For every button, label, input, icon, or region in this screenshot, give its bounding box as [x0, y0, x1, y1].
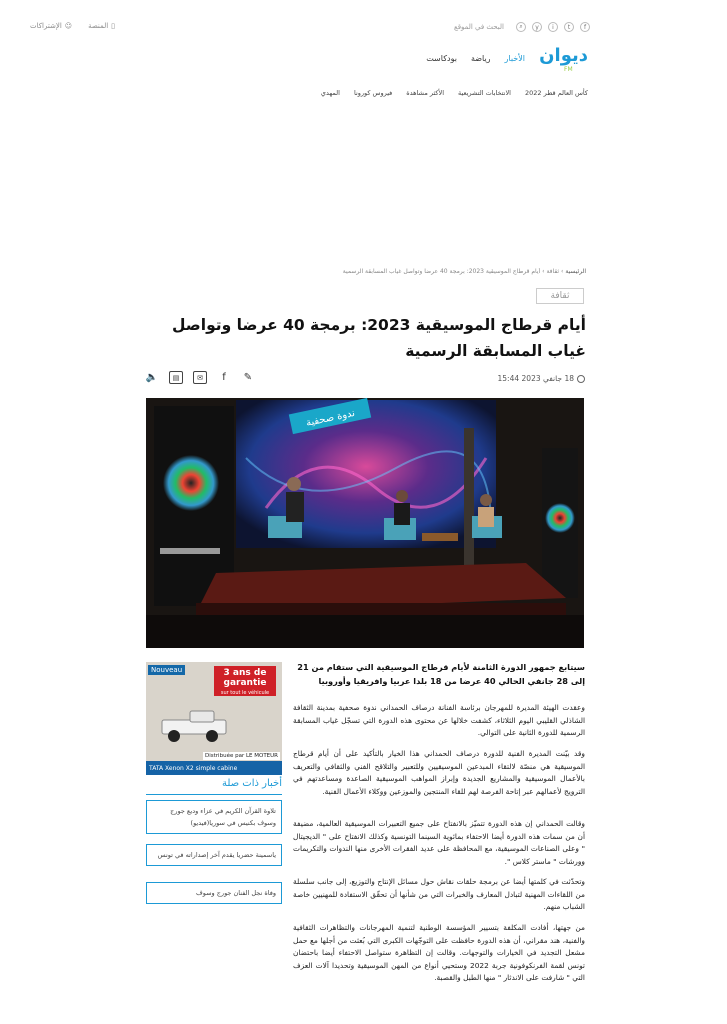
truck-image: [160, 706, 228, 744]
nav-elections[interactable]: الانتخابات التشريعية: [458, 89, 511, 97]
twitter-icon[interactable]: t: [564, 22, 574, 32]
ad-tag: Nouveau: [148, 665, 185, 675]
breadcrumb-separator: ›: [559, 268, 564, 275]
nav-news[interactable]: الأخبار: [504, 54, 525, 63]
facebook-share-icon[interactable]: f: [222, 372, 226, 383]
ad-banner[interactable]: [146, 662, 282, 775]
email-icon[interactable]: ✉: [193, 371, 207, 384]
share-bar: [145, 371, 255, 384]
phone-icon: ▯: [111, 22, 116, 30]
related-item[interactable]: تلاوة القرآن الكريم في عزاء وديع جورج وسوف بكنيس في سوريا(فيديو): [146, 800, 282, 834]
related-title: أخبار ذات صلة: [221, 778, 282, 789]
audio-icon[interactable]: 🔈: [145, 372, 159, 383]
youtube-icon[interactable]: y: [532, 22, 542, 32]
related-divider: [146, 794, 282, 795]
nav-sport[interactable]: رياضة: [470, 54, 491, 63]
category-badge[interactable]: ثقافة: [536, 288, 584, 304]
user-icon: ☺: [64, 22, 73, 30]
twitter-share-icon[interactable]: ✎: [243, 372, 253, 383]
breadcrumb-separator: ›: [540, 268, 545, 275]
facebook-icon[interactable]: f: [580, 22, 590, 32]
logo-wordmark: ديوان: [539, 45, 588, 66]
main-nav: [390, 54, 525, 63]
article-paragraph: وقالت الحمداني إن هذه الدورة تتميّز بالانفتاح على جميع التعبيرات الموسيقية العالمية، مضيفة أن من سمات هذه الدورة أيضا الاحتفاء بمائوية السينما التونسية وكذلك الانفتاح على " الديجيتال " وعلى الصناعات الموسيقية، مع المحافظة على عديد الفقرات الأخرى منها الندوات والتكريمات وورشات " ماستر كلاس ".: [293, 819, 585, 866]
subscriptions-link[interactable]: ☺ الإشتراكات: [30, 22, 73, 30]
related-item[interactable]: ياسمينة حضريا يقدم آخر إصداراته في تونس: [146, 844, 282, 866]
search-input[interactable]: البحث في الموقع: [453, 23, 504, 31]
nav-worldcup[interactable]: كأس العالم قطر 2022: [525, 89, 588, 97]
date-text: 18 جانفي 2023 15:44: [497, 374, 574, 383]
banner-text: ندوة صحفية: [305, 407, 356, 429]
nav-mahdi[interactable]: المهدي: [320, 89, 340, 97]
article-title: أيام قرطاج الموسيقية 2023: برمجة 40 عرضا وتواصل غياب المسابقة الرسمية: [171, 316, 586, 360]
clock-icon: [577, 375, 585, 383]
print-icon[interactable]: ▤: [169, 371, 183, 384]
sub-nav: [320, 89, 588, 97]
breadcrumb-home[interactable]: الرئيسية: [565, 268, 586, 275]
site-logo[interactable]: [532, 46, 588, 76]
hero-image: [146, 398, 584, 648]
social-search: [454, 22, 590, 32]
ad-guarantee: [214, 666, 276, 696]
article-paragraph: وعقدت الهيئة المديرة للمهرجان برئاسة الفنانة درصاف الحمداني ندوة صحفية بمدينة الثقافة الشاذلي القليبي اليوم الثلاثاء، كشفت خلالها عن محتوى هذه الدورة التي تسجّل غياب المسابقة الرسمية للدورة الثانية على التوالي.: [293, 703, 585, 738]
press-conference-photo: [146, 398, 584, 648]
ad-headline: 3 ans de garantie: [223, 668, 267, 688]
ad-distributor: Distribuée par LE MOTEUR: [205, 753, 278, 759]
ad-footer: [146, 761, 282, 775]
article-paragraph: وقد بيّنت المديرة الفنية للدورة درصاف الحمداني هذا الخيار بالتأكيد على أن أيام قرطاج الموسيقية هي منصّة لالتقاء المبدعين الموسيقيين وللتعبير والتلاقح الفني والثقافي والتعريف بالأعمال الموسيقية والمشاريع الجديدة وإبراز المواهب الموسيقية الصاعدة ومساعدتهم في الترويج لأعمالهم عبر إتاحة الفرصة لهم للقاء المنتجين والموزعين ووكلاء الأعمال الفنية.: [293, 749, 585, 796]
ad-model: TATA Xenon X2 simple cabine: [149, 764, 238, 772]
breadcrumb: [330, 268, 586, 275]
top-bar: [30, 22, 590, 40]
platform-link[interactable]: ▯ المنصة: [88, 22, 116, 30]
article-date: [470, 374, 585, 383]
breadcrumb-section[interactable]: ثقافة: [546, 268, 560, 275]
nav-corona[interactable]: فيروس كورونا: [353, 89, 393, 97]
instagram-icon[interactable]: i: [548, 22, 558, 32]
nav-most-viewed[interactable]: الأكثر مشاهدة: [406, 89, 445, 97]
logo-sub: FM: [564, 66, 573, 73]
search-icon[interactable]: ⌕: [516, 22, 526, 32]
article-lede: سيتابع جمهور الدورة الثامنة لأيام قرطاج الموسيقية التي ستقام من 21 إلى 28 جانفي الحالي 40 عرضا من 18 بلدا عربيا وافريقيا وأوروبيا: [297, 662, 585, 686]
account-links: [30, 22, 115, 30]
related-item[interactable]: وفاة نجل الفنان جورج وسوف: [146, 882, 282, 904]
article-paragraph: من جهتها، أفادت المكلفة بتسيير المؤسسة الوطنية لتنمية المهرجانات والتظاهرات الثقافية والفنية، هند مقراني، أن هذه الدورة حافظت على التوجّهات الكبرى التي بُعثت من أجلها مع حمل مشعل التجديد في الخيارات والتوجهات. وقالت إن التظاهرة ستواصل الاحتفاء أيضا باحتضان تونس لقمة الفرنكوفونية جربة 2022 وستحيي أنواع من المهن الموسيقية وتحديدا آلات العزف التي " شارفت على الاندثار " منها الطبل والقصبة.: [293, 923, 585, 983]
ad-subline: sur tout le véhicule: [220, 690, 270, 696]
nav-podcast[interactable]: بودكاست: [426, 54, 457, 63]
breadcrumb-current: أيام قرطاج الموسيقية 2023: برمجة 40 عرضا وتواصل غياب المسابقة الرسمية: [342, 268, 541, 275]
article-paragraph: وتحدّثت في كلمتها أيضا عن برمجة حلقات نقاش حول مسائل الإنتاج والتوزيع، إلى جانب سلسلة من اللقاءات المهنية لتبادل المعارف والخبرات التي من شأنها أن تحقّق الاستفادة للمهنيين خاصة الشباب منهم.: [293, 877, 585, 912]
